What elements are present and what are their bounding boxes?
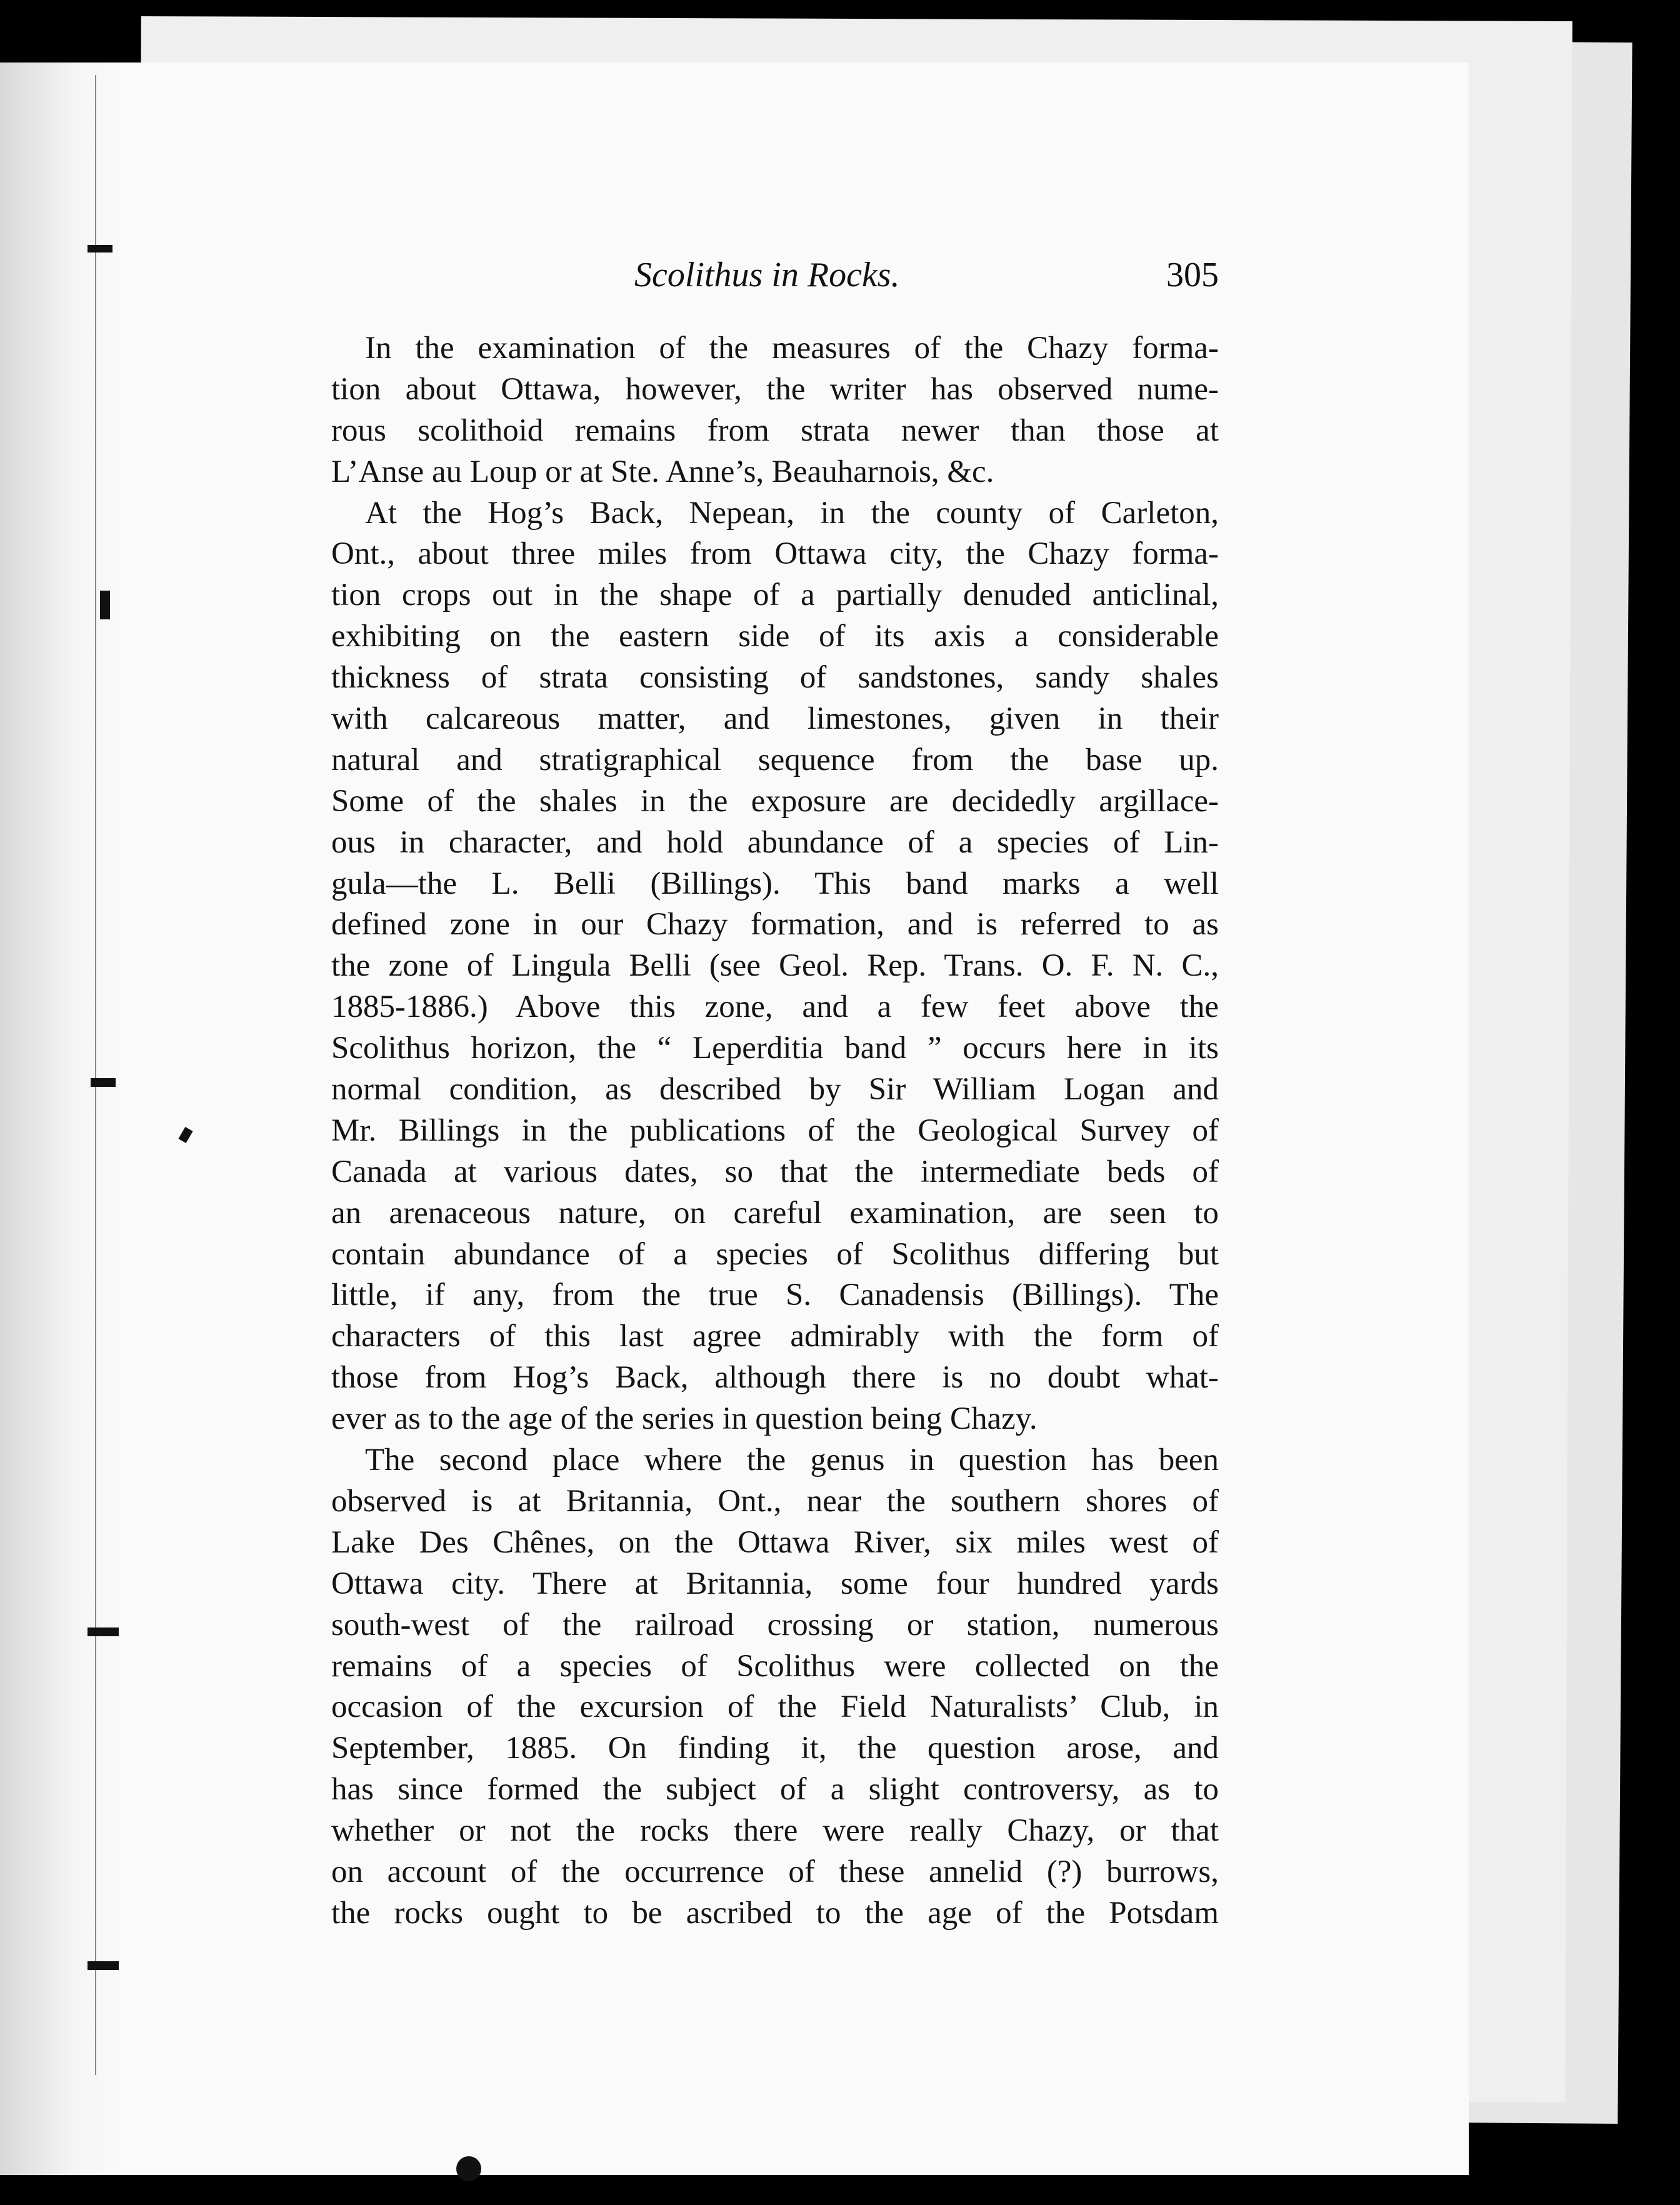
text-line: rous scolithoid remains from strata newer than those at xyxy=(331,412,1219,448)
margin-mark xyxy=(88,245,112,252)
text-line: Ottawa city. There at Britannia, some four hundred yards xyxy=(331,1566,1219,1601)
running-title: Scolithus in Rocks. xyxy=(634,256,900,294)
text-line: ever as to the age of the series in question being Chazy. xyxy=(331,1401,1038,1437)
text-line: Scolithus horizon, the “ Leperditia band ” occurs here in its xyxy=(331,1031,1219,1066)
binding-shadow xyxy=(0,62,125,2175)
text-line: has since formed the subject of a slight controversy, as to xyxy=(331,1772,1219,1808)
text-line: 1885-1886.) Above this zone, and a few feet above the xyxy=(331,989,1219,1025)
text-line: normal condition, as described by Sir William Logan and xyxy=(331,1072,1219,1108)
text-line: south-west of the railroad crossing or station, numerous xyxy=(331,1607,1219,1642)
body-text xyxy=(331,328,1219,1934)
text-line: the rocks ought to be ascribed to the age of the Potsdam xyxy=(331,1895,1219,1931)
text-line: September, 1885. On finding it, the question arose, and xyxy=(331,1731,1219,1766)
text-line: defined zone in our Chazy formation, and is referred to as xyxy=(331,907,1219,942)
text-line: Canada at various dates, so that the intermediate beds of xyxy=(331,1154,1219,1189)
text-line: those from Hog’s Back, although there is no doubt what- xyxy=(331,1360,1219,1396)
text-line: characters of this last agree admirably with the form of xyxy=(331,1319,1219,1354)
text-line: The second place where the genus in question has been xyxy=(365,1442,1219,1478)
page-number: 305 xyxy=(1166,256,1219,294)
text-line: exhibiting on the eastern side of its axis a considerable xyxy=(331,619,1219,654)
text-line: At the Hog’s Back, Nepean, in the county of Carleton, xyxy=(365,495,1219,531)
corner-mark xyxy=(456,2156,481,2181)
text-line: Some of the shales in the exposure are decidedly argillace- xyxy=(331,783,1219,819)
text-line: occasion of the excursion of the Field Naturalists’ Club, in xyxy=(331,1689,1219,1725)
text-line: ous in character, and hold abundance of a species of Lin- xyxy=(331,824,1219,860)
margin-mark xyxy=(88,1628,119,1636)
text-line: Ont., about three miles from Ottawa city, the Chazy forma- xyxy=(331,536,1219,572)
margin-mark xyxy=(100,591,110,619)
text-line: whether or not the rocks there were really Chazy, or that xyxy=(331,1813,1219,1849)
text-line: contain abundance of a species of Scolithus differing but xyxy=(331,1236,1219,1272)
text-line: on account of the occurrence of these annelid (?) burrows, xyxy=(331,1854,1219,1889)
page-edge-line xyxy=(95,75,96,2075)
margin-mark xyxy=(91,1078,116,1087)
text-line: In the examination of the measures of the Chazy forma- xyxy=(365,331,1219,366)
text-line: thickness of strata consisting of sandstones, sandy shales xyxy=(331,660,1219,696)
text-line: the zone of Lingula Belli (see Geol. Rep. Trans. O. F. N. C., xyxy=(331,948,1219,984)
text-line: remains of a species of Scolithus were collected on the xyxy=(331,1648,1219,1684)
text-line: tion crops out in the shape of a partially denuded anticlinal, xyxy=(331,578,1219,613)
text-line: gula—the L. Belli (Billings). This band marks a well xyxy=(331,866,1219,901)
text-line: an arenaceous nature, on careful examination, are seen to xyxy=(331,1195,1219,1231)
text-line: Lake Des Chênes, on the Ottawa River, six miles west of xyxy=(331,1524,1219,1560)
text-line: Mr. Billings in the publications of the Geological Survey of xyxy=(331,1112,1219,1148)
text-line: natural and stratigraphical sequence from the base up. xyxy=(331,742,1219,778)
text-line: L’Anse au Loup or at Ste. Anne’s, Beauharnois, &c. xyxy=(331,454,994,489)
text-line: observed is at Britannia, Ont., near the southern shores of xyxy=(331,1483,1219,1519)
text-line: tion about Ottawa, however, the writer has observed nume- xyxy=(331,371,1219,407)
page-header xyxy=(331,255,1219,305)
text-line: little, if any, from the true S. Canadensis (Billings). The xyxy=(331,1278,1219,1313)
text-line: with calcareous matter, and limestones, given in their xyxy=(331,701,1219,737)
margin-mark xyxy=(88,1961,119,1970)
